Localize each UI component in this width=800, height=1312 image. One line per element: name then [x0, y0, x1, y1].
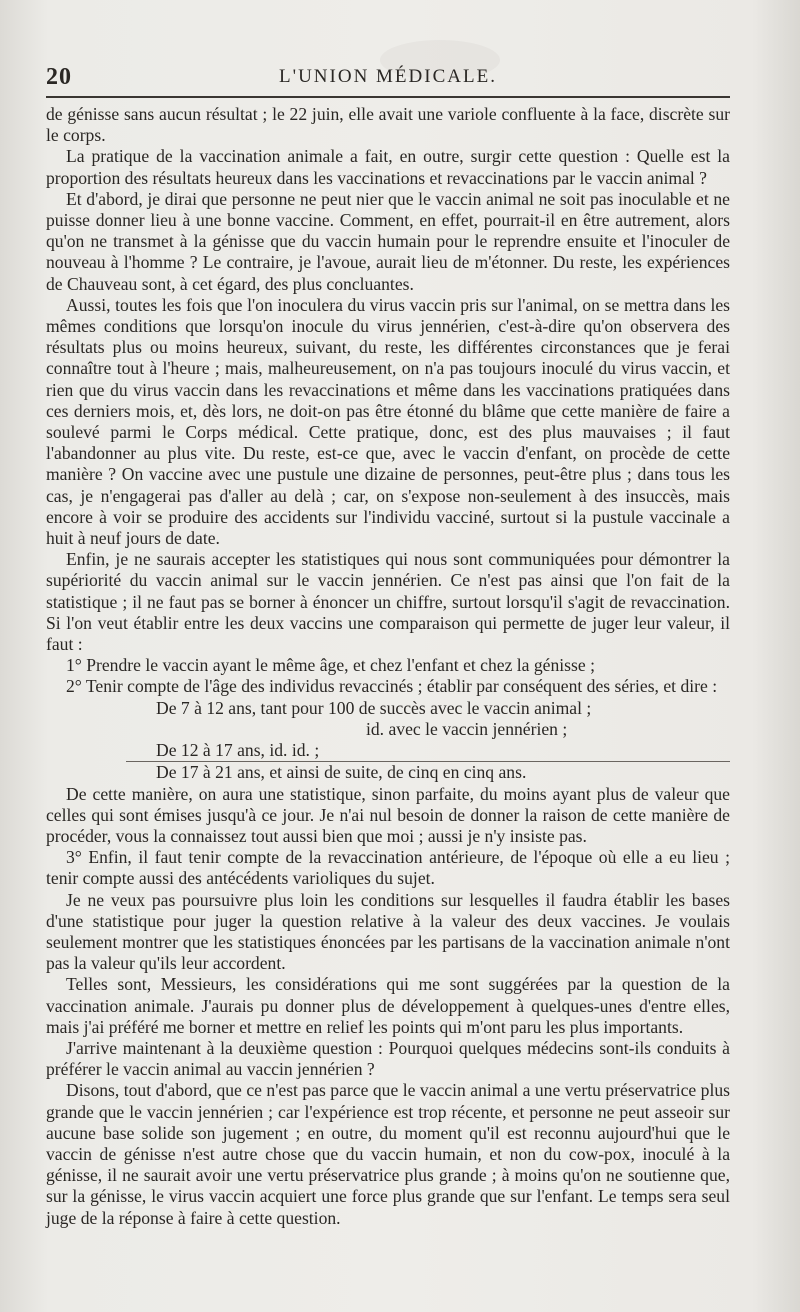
list-item: 2° Tenir compte de l'âge des individus revaccinés ; établir par conséquent des séries, et dire :: [66, 676, 718, 697]
paragraph: Et d'abord, je dirai que personne ne peut nier que le vaccin animal ne soit pas inoculable et ne puisse donner lieu à une bonne vaccine. Comment, en effet, pourrait-il en être autrement, alors qu'on ne transmet à la génisse que du vaccin humain pour le reprendre ensuite et l'inoculer de nouveau à l'homme ? Le contraire, je l'avoue, aurait lieu de m'étonner. Du reste, les expériences de Chauveau sont, à cet égard, des plus concluantes.: [46, 188, 730, 294]
page-number: 20: [46, 64, 72, 90]
paragraph: Telles sont, Messieurs, les considérations qui me sont suggérées par la question de la vaccination animale. J'aurais pu donner plus de développement à quelques-unes d'entre elles, mais j'ai préféré me borner et mettre en relief les points qui m'ont paru les plus importants.: [46, 974, 730, 1037]
page-header: [46, 56, 730, 98]
paragraph: Disons, tout d'abord, que ce n'est pas parce que le vaccin animal a une vertu préservatrice plus grande que le vaccin jennérien ; car l'expérience est trop récente, et personne ne peut asseoir sur aucune base solide son jugement ; en outre, du moment qu'il est reconnu aujourd'hui que le vaccin de génisse n'est autre chose que du vaccin humain, et non du cow-pox, inoculé à la génisse, il ne saurait avoir une vertu préservatrice plus grande ; à moins qu'on ne soutienne que, sur la génisse, le virus vaccin acquiert une force plus grande que sur l'enfant. Le temps sera seul juge de la réponse à faire à cette question.: [46, 1080, 730, 1228]
paragraph: 3° Enfin, il faut tenir compte de la revaccination antérieure, de l'époque où elle a eu lieu ; tenir compte aussi des antécédents varioliques du sujet.: [46, 847, 730, 889]
paragraph: De cette manière, on aura une statistique, sinon parfaite, du moins ayant plus de valeur que celles qui sont émises jusqu'à ce jour. Je n'ai nul besoin de donner la raison de cette manière de procéder, vous la connaissez tout aussi bien que moi ; aussi je n'y insiste pas.: [46, 783, 730, 846]
paragraph: Aussi, toutes les fois que l'on inoculera du virus vaccin pris sur l'animal, on se mettra dans les mêmes conditions que lorsqu'on inocule du virus jennérien, c'est-à-dire qu'on observera des résultats plus ou moins heureux, suivant, du reste, les différentes circonstances que je ferai connaître tout à l'heure ; mais, malheureusement, on n'a pas toujours inoculé du virus vaccin, et rien que du virus vaccin dans les revaccinations et même dans les vaccinations pratiquées dans ces derniers mois, et, dès lors, ne doit-on pas être étonné du blâme que cette manière de faire a soulevé parmi le Corps médical. Cette pratique, donc, est des plus mauvaises ; il faut l'abandonner au plus vite. Du reste, est-ce que, avec le vaccin d'enfant, on procède de cette manière ? On vaccine avec une pustule une dizaine de personnes, peut-être plus ; dans tous les cas, je n'engagerai pas d'aller au delà ; car, on s'expose non-seulement à des insuccès, mais encore à voir se produire des accidents sur l'individu vacciné, surtout si la pustule vaccinale a huit à neuf jours de date.: [46, 294, 730, 549]
page-body: [46, 104, 730, 1229]
paragraph: Enfin, je ne saurais accepter les statistiques qui nous sont communiquées pour démontrer la supériorité du vaccin animal sur le vaccin jennérien. Ce n'est pas ainsi que l'on fait de la statistique ; il ne faut pas se borner à énoncer un chiffre, surtout lorsqu'il s'agit de revaccination. Si l'on veut établir entre les deux vaccins une comparaison qui permette de juger leur valeur, il faut :: [46, 549, 730, 655]
running-title: L'UNION MÉDICALE.: [279, 66, 497, 87]
enumeration-line: id. avec le vaccin jennérien ;: [366, 718, 568, 739]
paragraph: J'arrive maintenant à la deuxième question : Pourquoi quelques médecins sont-ils conduits à préférer le vaccin animal au vaccin jennérien ?: [46, 1037, 730, 1080]
paragraph: Je ne veux pas poursuivre plus loin les conditions sur lesquelles il faudra établir les bases d'une statistique pour juger la question relative à la valeur des deux vaccines. Je voulais seulement montrer que les statistiques énoncées par les partisans de la vaccination animale n'ont pas la valeur qu'ils leur accordent.: [46, 889, 730, 974]
list-item: 1° Prendre le vaccin ayant le même âge, et chez l'enfant et chez la génisse ;: [66, 655, 595, 676]
paragraph: La pratique de la vaccination animale a fait, en outre, surgir cette question : Quelle est la proportion des résultats heureux dans les vaccinations et revaccinations par le vaccin animal ?: [46, 146, 730, 188]
enumeration-line: De 7 à 12 ans, tant pour 100 de succès avec le vaccin animal ;: [156, 697, 592, 718]
enumeration-line: De 12 à 17 ans, id. id. ;: [156, 740, 320, 761]
enumeration-line: De 17 à 21 ans, et ainsi de suite, de cinq en cinq ans.: [156, 762, 527, 783]
paragraph: de génisse sans aucun résultat ; le 22 juin, elle avait une variole confluente à la face, discrète sur le corps.: [46, 104, 730, 146]
